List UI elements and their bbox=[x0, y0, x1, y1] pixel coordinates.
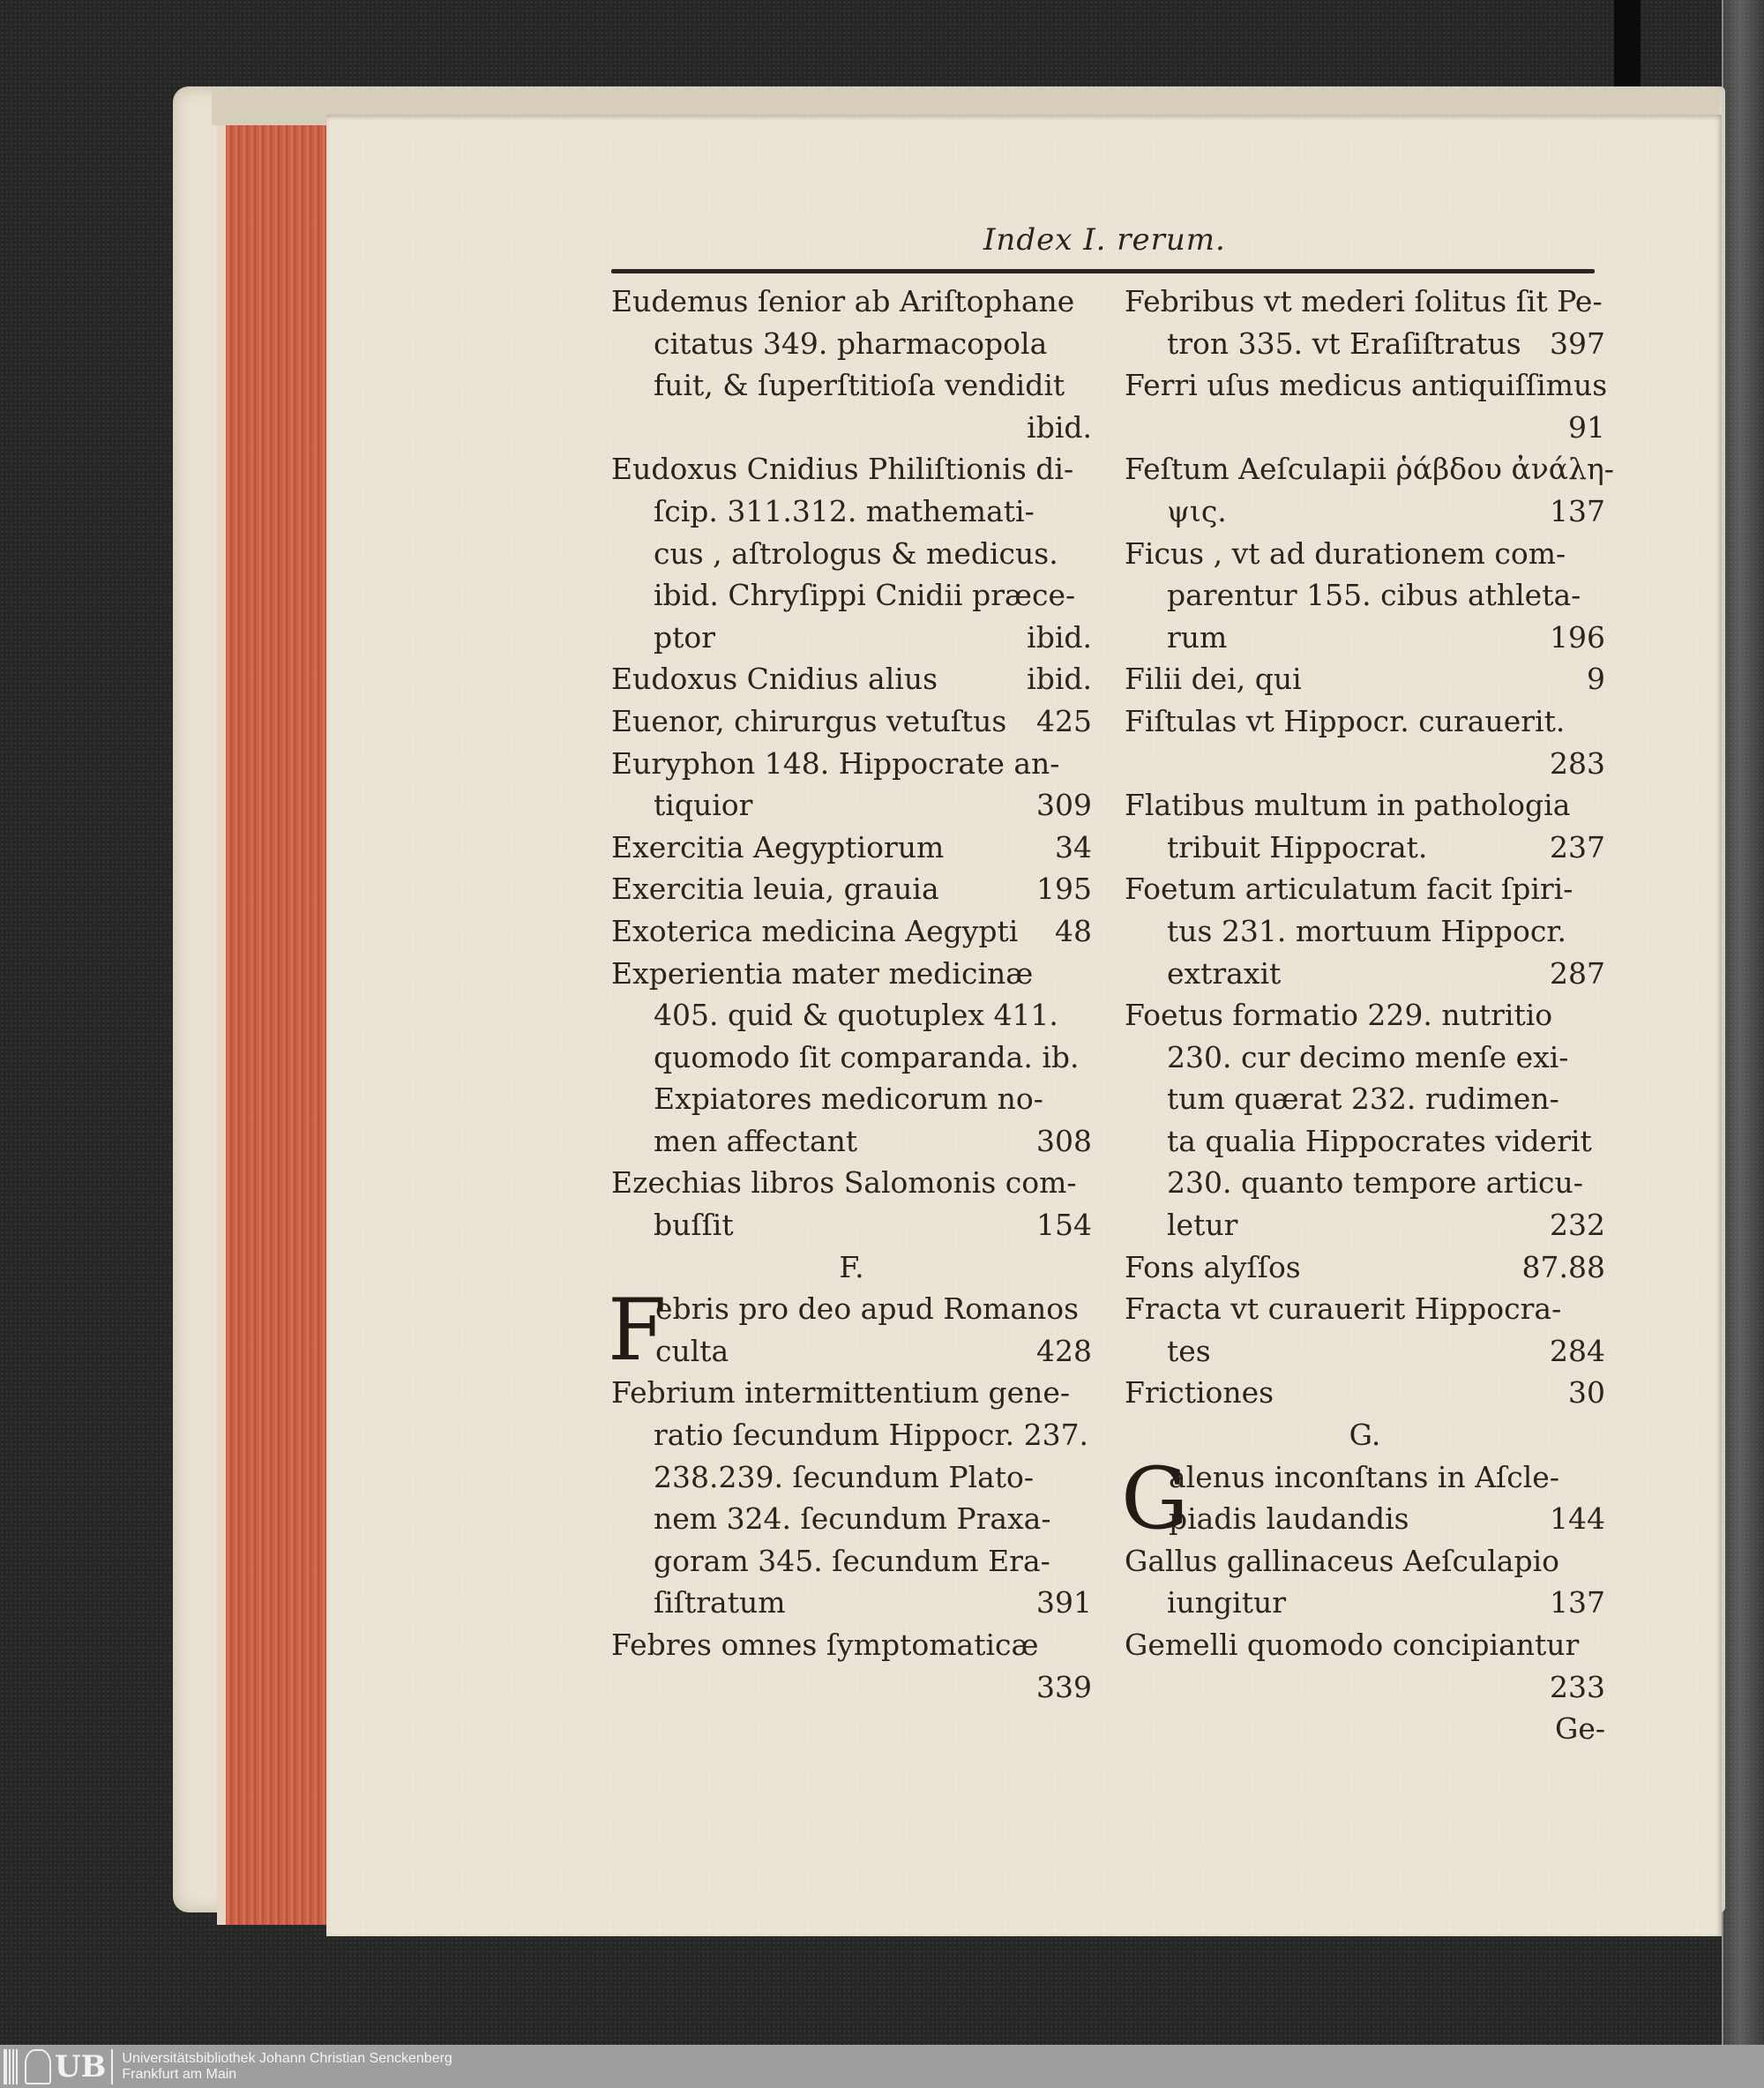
entry-line bbox=[1125, 658, 1605, 700]
page-reference: 48 bbox=[1055, 913, 1092, 948]
library-name-line2: Frankfurt am Main bbox=[122, 2066, 237, 2082]
background-strip bbox=[1614, 0, 1641, 97]
entry-text: Fons alyſſos bbox=[1125, 1249, 1301, 1284]
index-entry bbox=[1125, 784, 1605, 868]
entry-line bbox=[611, 490, 1092, 533]
entry-text: tus 231. mortuum Hippocr. bbox=[1167, 913, 1566, 948]
entry-line bbox=[1125, 1204, 1605, 1246]
right-column bbox=[1121, 281, 1614, 1750]
entry-line bbox=[611, 1078, 1092, 1120]
entry-text: Exercitia Aegyptiorum bbox=[611, 829, 945, 864]
entry-text: Eudoxus Cnidius Philiſtionis di- bbox=[611, 452, 1074, 487]
page-reference: 233 bbox=[1550, 1669, 1605, 1704]
entry-line bbox=[611, 533, 1092, 575]
entry-line bbox=[1125, 1246, 1605, 1289]
entry-line bbox=[611, 1666, 1092, 1709]
entry-text: men affectant bbox=[654, 1123, 858, 1158]
entry-line bbox=[611, 1204, 1092, 1246]
entry-text: culta bbox=[655, 1333, 729, 1368]
entry-text: goram 345. ſecundum Era- bbox=[654, 1543, 1050, 1578]
entry-text: iungitur bbox=[1167, 1585, 1287, 1620]
entry-line bbox=[611, 784, 1092, 827]
entry-text: extraxit bbox=[1167, 955, 1282, 991]
entry-text: Ficus , vt ad durationem com- bbox=[1125, 535, 1566, 571]
entry-line bbox=[611, 1624, 1092, 1666]
ub-logo-text: UB bbox=[55, 2049, 113, 2084]
entry-line bbox=[611, 281, 1092, 323]
entry-line bbox=[611, 1037, 1092, 1079]
entry-line bbox=[1125, 743, 1605, 785]
index-entry bbox=[611, 448, 1092, 658]
index-entry bbox=[611, 910, 1092, 953]
library-footer-bar bbox=[0, 2045, 1764, 2088]
entry-text: Euryphon 148. Hippocrate an- bbox=[611, 745, 1060, 781]
right-entries bbox=[1125, 281, 1614, 1414]
entry-text: ψις. bbox=[1167, 493, 1227, 528]
page-reference: 284 bbox=[1550, 1333, 1605, 1368]
index-entry bbox=[611, 953, 1092, 1163]
entry-line bbox=[611, 448, 1092, 490]
entry-text: Febres omnes ſymptomaticæ bbox=[611, 1628, 1039, 1662]
entry-text: 238.239. ſecundum Plato- bbox=[654, 1459, 1035, 1494]
index-entry bbox=[611, 281, 1092, 448]
entry-line bbox=[611, 1498, 1092, 1540]
entry-line bbox=[611, 743, 1092, 785]
entry-text: tes bbox=[1167, 1333, 1211, 1368]
index-entry bbox=[1125, 1624, 1605, 1708]
page-reference: 34 bbox=[1055, 829, 1092, 864]
entry-line bbox=[611, 1414, 1092, 1456]
page-reference: 137 bbox=[1550, 1585, 1605, 1620]
index-entry bbox=[1125, 448, 1614, 532]
page-reference: 195 bbox=[1036, 872, 1092, 907]
entry-text: Fiſtulas vt Hippocr. curauerit. bbox=[1125, 703, 1566, 738]
page-reference: ibid. bbox=[1027, 619, 1092, 655]
entry-text: cus , aſtrologus & medicus. bbox=[654, 535, 1058, 571]
page-reference: 91 bbox=[1568, 409, 1605, 445]
left-column bbox=[608, 281, 1092, 1708]
index-entry bbox=[1125, 281, 1605, 364]
page-reference: 30 bbox=[1568, 1375, 1605, 1411]
entry-line bbox=[611, 1120, 1092, 1163]
drop-cap-initial: G bbox=[1121, 1448, 1189, 1548]
library-name bbox=[122, 2051, 452, 2083]
entry-text: citatus 349. pharmacopola bbox=[654, 326, 1048, 361]
ub-logo bbox=[4, 2045, 113, 2088]
entry-text: quomodo ſit comparanda. ib. bbox=[654, 1039, 1080, 1074]
page-reference: 287 bbox=[1550, 955, 1605, 991]
entry-line bbox=[611, 617, 1092, 659]
entry-line bbox=[611, 1582, 1092, 1624]
entry-line bbox=[1125, 448, 1614, 490]
index-entry bbox=[1125, 533, 1605, 659]
drop-cap-initial: F bbox=[608, 1281, 667, 1381]
entry-line bbox=[611, 323, 1092, 365]
page-reference: 196 bbox=[1550, 619, 1605, 655]
index-entry bbox=[611, 1162, 1092, 1246]
entry-line bbox=[1125, 1078, 1605, 1120]
index-entry bbox=[1125, 658, 1605, 700]
index-entry bbox=[1125, 364, 1608, 448]
entry-text: buſſit bbox=[654, 1208, 734, 1243]
index-entry bbox=[611, 658, 1092, 700]
library-name-line1: Universitätsbibliothek Johann Christian Senckenberg bbox=[122, 2050, 452, 2066]
entry-text: 405. quid & quotuplex 411. bbox=[654, 998, 1058, 1033]
index-entry bbox=[608, 1281, 1092, 1381]
entry-line bbox=[1125, 953, 1605, 995]
entry-text: Gemelli quomodo concipiantur bbox=[1125, 1628, 1580, 1662]
entry-text: Euenor, chirurgus vetuſtus bbox=[611, 703, 1007, 738]
entry-text: Febribus vt mederi ſolitus ſit Pe- bbox=[1125, 284, 1603, 318]
entry-line bbox=[611, 827, 1092, 869]
index-entry bbox=[1125, 1372, 1605, 1414]
entry-line bbox=[611, 1540, 1092, 1583]
entry-line bbox=[1125, 1540, 1605, 1583]
entry-text: tribuit Hippocrat. bbox=[1167, 829, 1428, 864]
entry-text: Febrium intermittentium gene- bbox=[611, 1375, 1071, 1411]
entry-line bbox=[1125, 1288, 1605, 1330]
entry-text: Ferri uſus medicus antiquiſſimus bbox=[1125, 368, 1608, 403]
entry-line bbox=[1125, 574, 1605, 617]
index-entry bbox=[1125, 994, 1605, 1246]
catchword: Ge- bbox=[1554, 1711, 1605, 1747]
page-reference: ibid. bbox=[1027, 409, 1092, 445]
entry-text: ibid. Chryſippi Cnidii præce- bbox=[654, 578, 1076, 613]
entry-line bbox=[611, 994, 1092, 1037]
entry-line bbox=[1125, 784, 1605, 827]
section-heading-g: G. bbox=[1349, 1418, 1381, 1453]
page-reference: 309 bbox=[1036, 788, 1092, 823]
entry-text: Foetum articulatum facit ſpiri- bbox=[1125, 872, 1573, 907]
entry-line bbox=[1125, 1666, 1605, 1709]
index-entry bbox=[1125, 700, 1605, 784]
page-reference: 425 bbox=[1036, 703, 1092, 738]
entry-text: Eudoxus Cnidius alius bbox=[611, 662, 938, 697]
page-reference: 339 bbox=[1036, 1669, 1092, 1704]
section-heading-f: F. bbox=[839, 1249, 864, 1284]
entry-line bbox=[611, 700, 1092, 743]
entry-line bbox=[1125, 364, 1608, 407]
page-reference: 232 bbox=[1550, 1208, 1605, 1243]
left-entries bbox=[611, 281, 1092, 1246]
index-entry bbox=[611, 1624, 1092, 1708]
entry-line bbox=[611, 1288, 1092, 1330]
entry-line bbox=[611, 1162, 1092, 1204]
entry-text: tron 335. vt Eraſiſtratus bbox=[1167, 326, 1521, 361]
entry-line bbox=[1125, 1582, 1605, 1624]
entry-text: alenus inconſtans in Aſcle- bbox=[1169, 1459, 1559, 1494]
entry-line bbox=[1125, 323, 1605, 365]
entry-text: piadis laudandis bbox=[1169, 1501, 1409, 1537]
page-reference: ibid. bbox=[1027, 662, 1092, 697]
entry-line bbox=[1125, 994, 1605, 1037]
entry-text: fuit, & ſuperſtitioſa vendidit bbox=[654, 368, 1065, 403]
entry-line bbox=[611, 364, 1092, 407]
entry-text: Gallus gallinaceus Aeſculapio bbox=[1125, 1543, 1559, 1578]
entry-line bbox=[1125, 827, 1605, 869]
entry-text: Expiatores medicorum no- bbox=[654, 1081, 1043, 1117]
entry-line bbox=[611, 1330, 1092, 1373]
red-page-edges bbox=[217, 125, 333, 1925]
entry-text: tiquior bbox=[654, 788, 753, 823]
entry-line bbox=[611, 910, 1092, 953]
index-entry bbox=[1125, 1288, 1605, 1372]
right-entries-g bbox=[1121, 1448, 1605, 1709]
entry-line bbox=[1125, 910, 1605, 953]
page-reference: 391 bbox=[1036, 1585, 1092, 1620]
page-reference: 283 bbox=[1550, 745, 1605, 781]
entry-line bbox=[1125, 533, 1605, 575]
entry-line bbox=[1125, 1498, 1605, 1540]
entry-line bbox=[1125, 407, 1605, 449]
entry-line bbox=[1125, 868, 1605, 910]
entry-text: Filii dei, qui bbox=[1125, 662, 1302, 697]
entry-line bbox=[1125, 1456, 1605, 1499]
entry-text: letur bbox=[1167, 1208, 1238, 1243]
entry-line bbox=[1125, 1624, 1605, 1666]
portrait-icon bbox=[25, 2049, 51, 2084]
entry-line bbox=[1125, 1372, 1605, 1414]
entry-text: Flatibus multum in pathologia bbox=[1125, 788, 1571, 823]
page-reference: 87.88 bbox=[1521, 1249, 1605, 1284]
page-reference: 397 bbox=[1550, 326, 1605, 361]
entry-line bbox=[1125, 490, 1605, 533]
entry-line bbox=[1125, 1162, 1605, 1204]
entry-line bbox=[611, 574, 1092, 617]
entry-line bbox=[1125, 617, 1605, 659]
entry-line bbox=[611, 953, 1092, 995]
entry-text: 230. cur decimo menſe exi- bbox=[1167, 1039, 1569, 1074]
entry-text: ptor bbox=[654, 619, 716, 655]
page-reference: 428 bbox=[1036, 1333, 1092, 1368]
header-rule bbox=[611, 269, 1595, 273]
entry-text: rum bbox=[1167, 619, 1228, 655]
page-reference: 9 bbox=[1587, 662, 1605, 697]
entry-text: ſiſtratum bbox=[654, 1585, 786, 1620]
columns-icon bbox=[4, 2049, 18, 2084]
entry-text: Foetus formatio 229. nutritio bbox=[1125, 998, 1553, 1033]
entry-text: Exercitia leuia, grauia bbox=[611, 872, 939, 907]
entry-text: Ezechias libros Salomonis com- bbox=[611, 1165, 1077, 1201]
page-reference: 154 bbox=[1036, 1208, 1092, 1243]
index-entry bbox=[611, 868, 1092, 910]
entry-line bbox=[611, 868, 1092, 910]
page-reference: 308 bbox=[1036, 1123, 1092, 1158]
page-reference: 237 bbox=[1550, 829, 1605, 864]
entry-line bbox=[1125, 700, 1605, 743]
entry-text: ſcip. 311.312. mathemati- bbox=[654, 493, 1035, 528]
index-entry bbox=[1125, 1246, 1605, 1289]
entry-text: Fracta vt curauerit Hippocra- bbox=[1125, 1291, 1562, 1327]
index-entry bbox=[1121, 1448, 1605, 1548]
index-entry bbox=[611, 700, 1092, 743]
running-head: Index I. rerum. bbox=[983, 222, 1226, 258]
glass-plate-edge bbox=[1722, 0, 1764, 2047]
entry-text: ta qualia Hippocrates viderit bbox=[1167, 1123, 1592, 1158]
entry-line bbox=[1125, 281, 1605, 323]
entry-text: nem 324. ſecundum Praxa- bbox=[654, 1501, 1051, 1537]
entry-text: 230. quanto tempore articu- bbox=[1167, 1165, 1583, 1201]
index-entry bbox=[611, 743, 1092, 827]
entry-text: Feſtum Aeſculapii ῥάβδου ἀνάλη- bbox=[1125, 452, 1614, 487]
entry-line bbox=[1125, 1120, 1605, 1163]
entry-text: ebris pro deo apud Romanos bbox=[655, 1291, 1080, 1327]
index-entry bbox=[1125, 1540, 1605, 1624]
entry-line bbox=[611, 658, 1092, 700]
entry-line bbox=[611, 407, 1092, 449]
entry-text: ratio ſecundum Hippocr. 237. bbox=[654, 1418, 1089, 1453]
index-entry bbox=[611, 1372, 1092, 1624]
entry-text: tum quærat 232. rudimen- bbox=[1167, 1081, 1559, 1117]
entry-text: Frictiones bbox=[1125, 1375, 1274, 1411]
page-reference: 137 bbox=[1550, 493, 1605, 528]
entry-text: parentur 155. cibus athleta- bbox=[1167, 578, 1581, 613]
entry-line bbox=[1125, 1037, 1605, 1079]
entry-text: Eudemus ſenior ab Ariſtophane bbox=[611, 284, 1075, 318]
left-entries-f bbox=[608, 1281, 1092, 1708]
entry-line bbox=[1125, 1330, 1605, 1373]
entry-text: Exoterica medicina Aegypti bbox=[611, 913, 1019, 948]
entry-line bbox=[611, 1372, 1092, 1414]
index-entry bbox=[1125, 868, 1605, 994]
entry-text: Experientia mater medicinæ bbox=[611, 955, 1034, 991]
index-entry bbox=[611, 827, 1092, 869]
entry-line bbox=[611, 1456, 1092, 1499]
page-reference: 144 bbox=[1550, 1501, 1605, 1537]
